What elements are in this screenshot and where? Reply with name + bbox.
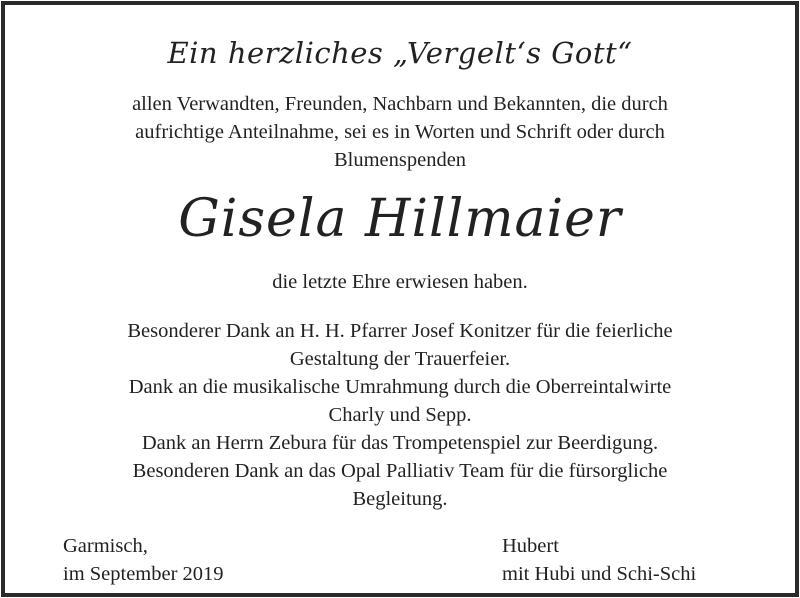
- thanks-line: Besonderen Dank an das Opal Palliativ Team für die fürsorgliche: [132, 460, 668, 482]
- intro-line: Blumenspenden: [333, 149, 467, 171]
- footer-date: im September 2019: [63, 563, 224, 585]
- thanks-line: Begleitung.: [352, 488, 448, 510]
- ehre-line: die letzte Ehre erwiesen haben.: [272, 271, 528, 293]
- intro-line: aufrichtige Anteilnahme, sei es in Worten und Schrift oder durch: [135, 121, 665, 143]
- thanks-line: Besonderer Dank an H. H. Pfarrer Josef Konitzer für die feierliche: [127, 320, 673, 342]
- footer-signer-family: mit Hubi und Schi-Schi: [502, 563, 697, 585]
- thanks-paragraph: [5, 317, 795, 513]
- thanks-line: Gestaltung der Trauerfeier.: [289, 348, 511, 370]
- deceased-name: Gisela Hillmaier: [178, 189, 622, 249]
- thanks-line: Dank an die musikalische Umrahmung durch die Oberreintalwirte: [128, 376, 672, 398]
- thanks-line: Dank an Herrn Zebura für das Trompetenspiel zur Beerdigung.: [141, 432, 659, 454]
- footer-signer: Hubert: [502, 535, 559, 557]
- thanks-line: Charly und Sepp.: [328, 404, 472, 426]
- footer-signature: [502, 532, 696, 588]
- intro-line: allen Verwandten, Freunden, Nachbarn und Bekannten, die durch: [132, 93, 668, 115]
- headline: Ein herzliches „Vergelt‘s Gott“: [167, 36, 633, 70]
- footer-place-date: [63, 532, 224, 588]
- intro-paragraph: [5, 90, 795, 174]
- notice-frame: [1, 1, 799, 597]
- footer-place: Garmisch,: [63, 535, 148, 557]
